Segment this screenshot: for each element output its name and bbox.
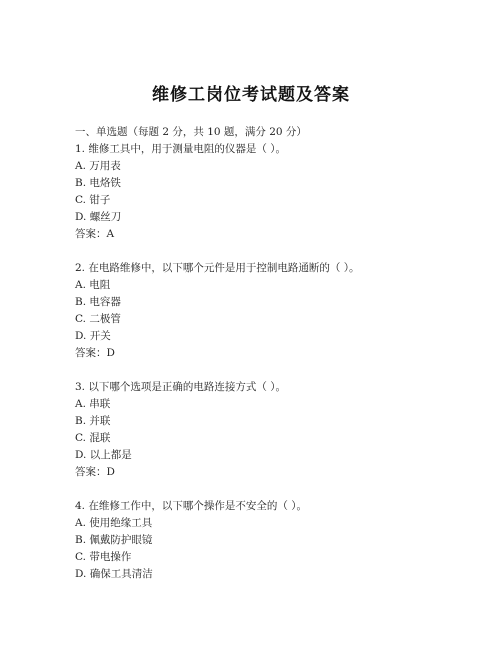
option-c: C. 钳子: [75, 194, 111, 206]
option-a: A. 使用绝缘工具: [75, 517, 153, 529]
option-c: C. 混联: [75, 432, 111, 444]
option-d: D. 螺丝刀: [75, 211, 122, 223]
option-a: A. 串联: [75, 398, 111, 410]
answer-line: 答案：A: [75, 228, 115, 240]
question-3: [75, 379, 475, 481]
question-stem: 1. 维修工具中，用于测量电阻的仪器是（ ）。: [75, 143, 286, 155]
document-body: [75, 124, 475, 600]
answer-line: 答案：D: [75, 347, 115, 359]
option-d: D. 开关: [75, 330, 111, 342]
question-stem: 3. 以下哪个选项是正确的电路连接方式（ ）。: [75, 381, 286, 393]
option-c: C. 带电操作: [75, 551, 132, 563]
question-stem: 4. 在维修工作中，以下哪个操作是不安全的（ ）。: [75, 500, 307, 512]
option-b: B. 佩戴防护眼镜: [75, 534, 153, 546]
option-c: C. 二极管: [75, 313, 121, 325]
question-2: [75, 260, 475, 362]
section-heading: 一、单选题（每题 2 分，共 10 题，满分 20 分）: [75, 126, 307, 138]
question-stem: 2. 在电路维修中，以下哪个元件是用于控制电路通断的（ ）。: [75, 262, 360, 274]
question-1: [75, 141, 475, 243]
document-title: 维修工岗位考试题及答案: [152, 85, 350, 105]
option-b: B. 电容器: [75, 296, 121, 308]
option-a: A. 电阻: [75, 279, 111, 291]
option-b: B. 电烙铁: [75, 177, 121, 189]
option-d: D. 以上都是: [75, 449, 132, 461]
option-b: B. 并联: [75, 415, 111, 427]
answer-line: 答案：D: [75, 466, 115, 478]
question-4: [75, 498, 475, 583]
option-d: D. 确保工具清洁: [75, 568, 153, 580]
option-a: A. 万用表: [75, 160, 121, 172]
